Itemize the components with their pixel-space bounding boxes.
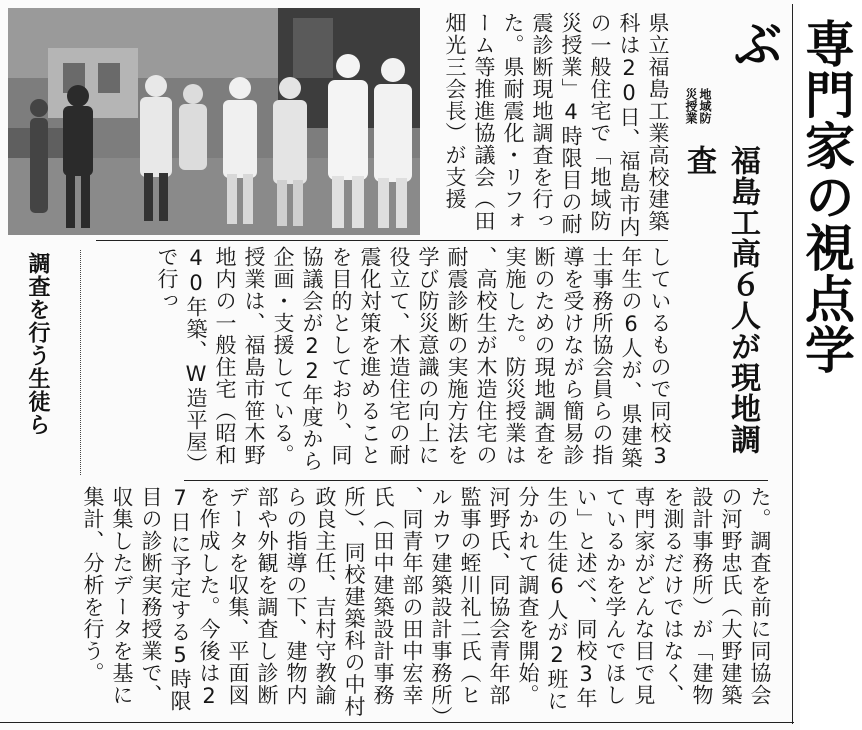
- article-column-1: 県立福島工業高校建築科は20日、福島市内の一般住宅で「地域防災授業」4時限目の耐震診断現地調査を行った。県耐震化・リフォーム等推進協議会（田畑光三会長）が支援: [443, 12, 670, 238]
- article-column-3: た。調査を前に同協会の河野忠氏（大野建築設計事務所）が「建物を測るだけではなく、専門家がどんな目で見ているかを学んでほしい」と述べ、同校3年生の生徒6人が2班に分かれて調査を開始。河野氏、同協会青年部監事の蛭川礼二氏（ヒルカワ建築設計事務所）、同青年部の田中宏幸氏（田中建築設計事務所）、同校建築科の中村政良主任、吉村守教諭らの指導の下、建物内部や外観を調査し診断データを収集、平面図を作成した。今後は27日に予定する5時限目の診断実務授業で、収集したデータを基に集計、分析を行う。: [81, 486, 772, 718]
- subheadline: 福島工高６人が現地調査: [681, 145, 760, 455]
- kicker-line-2: 災授業: [684, 88, 698, 124]
- article-column-2: しているもので同校3年生の6人が、県建築士事務所協会員らの指導を受けながら簡易診断のための現地調査を実施した。防災授業は、高校生が木造住宅の耐震診断の実施方法を学び防災意識の向上に役立て、木造住宅の耐震化対策を進めることを目的としており、同協議会が22年度から企画・支援している。授業は、福島市笹木野地内の一般住宅（昭和40年築、W造平屋）で行っ: [155, 246, 672, 475]
- column-divider-upper: [96, 240, 668, 241]
- headline: 専門家の視点学ぶ: [725, 18, 856, 375]
- kicker-line-1: 地域防: [698, 88, 712, 124]
- frame-right: [792, 4, 793, 724]
- students-survey-photo: [8, 8, 420, 235]
- frame-bottom: [0, 722, 794, 723]
- column-divider-lower: [184, 480, 768, 481]
- photo-caption: 調査を行う生徒ら: [25, 252, 50, 436]
- article-photo: [8, 8, 420, 235]
- caption-dotted-rule: [80, 250, 81, 475]
